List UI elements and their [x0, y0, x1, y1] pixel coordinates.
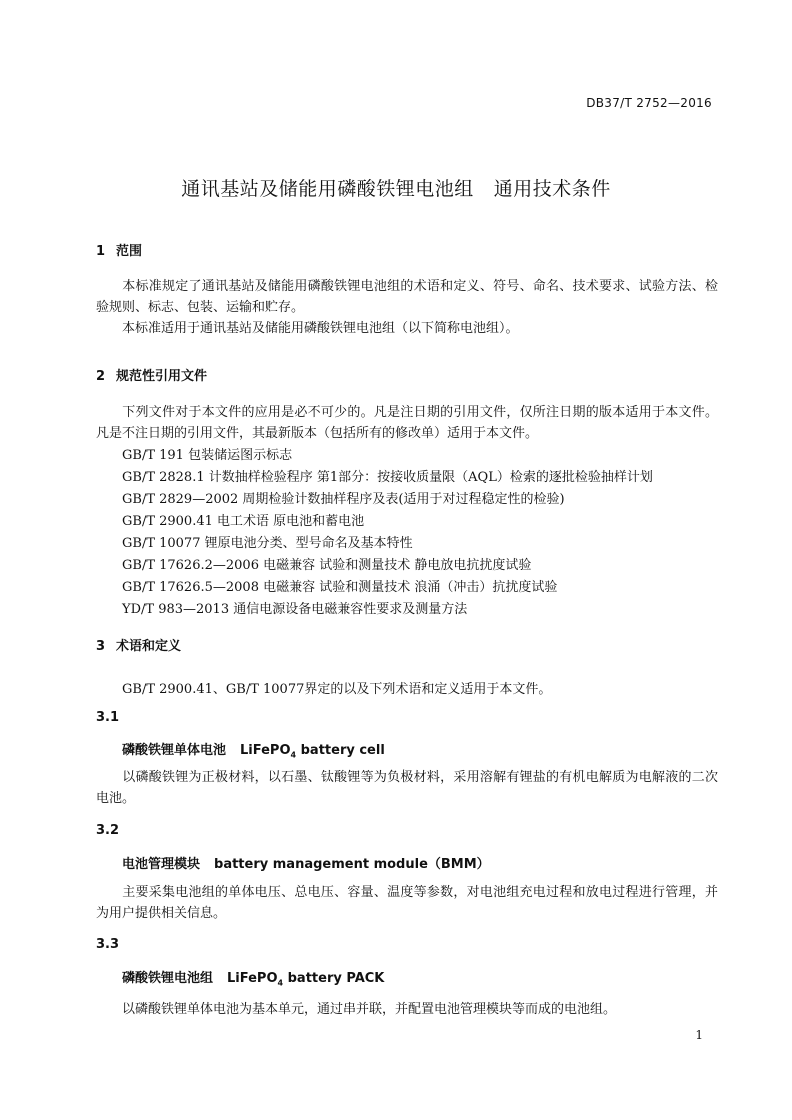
clause-number: 3.3	[96, 937, 120, 952]
section-number: 1	[96, 244, 106, 259]
term-english: battery management module（BMM）	[214, 857, 490, 872]
definition: 以磷酸铁锂单体电池为基本单元，通过串并联，并配置电池管理模块等而成的电池组。	[122, 1002, 617, 1017]
term-chinese: 磷酸铁锂单体电池	[122, 743, 227, 758]
document-title	[0, 174, 792, 201]
paragraph-text: 本标准规定了通讯基站及储能用磷酸铁锂电池组的术语和定义、符号、命名、技术要求、试验方法、检验规则、标志、包装、运输和贮存。	[96, 279, 718, 315]
section-title: 规范性引用文件	[116, 369, 208, 384]
section-title: 术语和定义	[116, 639, 182, 654]
paragraph	[96, 318, 718, 339]
term-entry	[122, 853, 490, 872]
reference-item: GB/T 2828.1 计数抽样检验程序 第1部分：按接收质量限（AQL）检索的逐批检验抽样计划	[122, 470, 653, 485]
clause-number: 3.1	[96, 710, 120, 725]
term-chinese: 电池管理模块	[122, 857, 201, 872]
section-title: 范围	[116, 244, 143, 259]
section-number: 3	[96, 639, 106, 654]
paragraph: GB/T 2900.41、GB/T 10077界定的以及下列术语和定义适用于本文件。	[122, 682, 552, 697]
term-english: LiFePO$_4$ battery PACK	[227, 971, 385, 988]
document-code: DB37/T 2752—2016	[586, 96, 712, 110]
reference-item: GB/T 191 包装储运图示标志	[122, 448, 293, 463]
section-heading-terms	[96, 635, 181, 654]
definition-text: 以磷酸铁锂为正极材料，以石墨、钛酸锂等为负极材料，采用溶解有锂盐的有机电解质为电解液的二次电池。	[96, 770, 718, 806]
definition	[96, 882, 718, 924]
reference-item: GB/T 17626.5—2008 电磁兼容 试验和测量技术 浪涌（冲击）抗扰度试验	[122, 580, 558, 595]
section-heading-normative	[96, 365, 207, 384]
clause-number: 3.2	[96, 823, 120, 838]
definition	[96, 767, 718, 809]
reference-item: GB/T 17626.2—2006 电磁兼容 试验和测量技术 静电放电抗扰度试验	[122, 558, 532, 573]
paragraph-text: 下列文件对于本文件的应用是必不可少的。凡是注日期的引用文件，仅所注日期的版本适用于本文件。凡是不注日期的引用文件，其最新版本（包括所有的修改单）适用于本文件。	[96, 405, 718, 441]
section-heading-scope	[96, 240, 142, 259]
paragraph	[96, 276, 718, 318]
definition-text: 主要采集电池组的单体电压、总电压、容量、温度等参数，对电池组充电过程和放电过程进行管理，并为用户提供相关信息。	[96, 885, 718, 921]
title-part-2: 通用技术条件	[493, 178, 611, 200]
term-entry	[122, 739, 385, 760]
paragraph	[96, 402, 718, 444]
title-part-1: 通讯基站及储能用磷酸铁锂电池组	[181, 178, 474, 200]
paragraph-text: 本标准适用于通讯基站及储能用磷酸铁锂电池组（以下简称电池组）。	[122, 321, 519, 336]
section-number: 2	[96, 369, 106, 384]
reference-item: YD/T 983—2013 通信电源设备电磁兼容性要求及测量方法	[122, 602, 468, 617]
page-number: 1	[695, 1028, 703, 1042]
reference-item: GB/T 10077 锂原电池分类、型号命名及基本特性	[122, 536, 413, 551]
term-chinese: 磷酸铁锂电池组	[122, 971, 214, 986]
reference-item: GB/T 2829—2002 周期检验计数抽样程序及表(适用于对过程稳定性的检验)	[122, 492, 565, 507]
reference-item: GB/T 2900.41 电工术语 原电池和蓄电池	[122, 514, 365, 529]
term-english: LiFePO$_4$ battery cell	[240, 743, 385, 760]
term-entry	[122, 967, 384, 988]
